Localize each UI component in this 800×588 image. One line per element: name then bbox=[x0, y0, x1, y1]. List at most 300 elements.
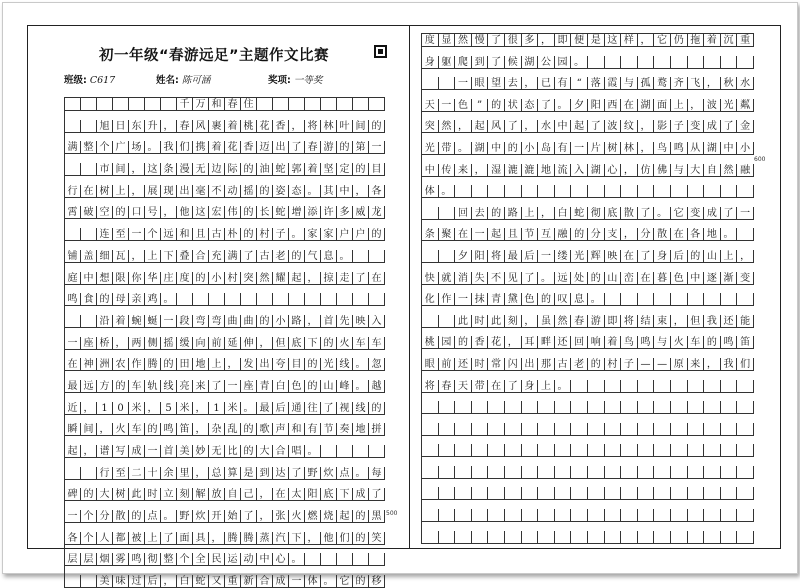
grid-cell: 将 bbox=[305, 120, 321, 133]
grid-cell bbox=[721, 509, 738, 522]
grid-cell: 层 bbox=[81, 553, 97, 566]
grid-cell: ， bbox=[353, 185, 369, 198]
grid-cell: 后 bbox=[522, 250, 539, 263]
grid-cell bbox=[721, 380, 738, 393]
grid-cell: 山 bbox=[321, 380, 337, 393]
grid-cell: 聚 bbox=[439, 228, 456, 241]
grid-cell: 。 bbox=[455, 142, 472, 155]
grid-cell: 母 bbox=[113, 293, 129, 306]
grid-cell: 湖 bbox=[472, 142, 489, 155]
grid-cell: 花 bbox=[225, 141, 241, 154]
grid-cell bbox=[538, 444, 555, 457]
grid-cell: 了 bbox=[588, 120, 605, 133]
grid-cell: 秋 bbox=[721, 77, 738, 90]
grid-cell bbox=[422, 444, 439, 457]
grid-cell bbox=[737, 380, 754, 393]
grid-cell: 。 bbox=[289, 553, 305, 566]
grid-cell bbox=[209, 293, 225, 306]
grid-cell: 度 bbox=[422, 34, 439, 47]
grid-cell bbox=[588, 466, 605, 479]
grid-cell: 条 bbox=[422, 228, 439, 241]
grid-cell: 先 bbox=[337, 315, 353, 328]
grid-cell: 两 bbox=[129, 337, 145, 350]
grid-cell: 风 bbox=[193, 120, 209, 133]
name-value: 陈可涵 bbox=[181, 75, 211, 86]
grid-cell: 场 bbox=[129, 141, 145, 154]
grid-cell: 上 bbox=[538, 380, 555, 393]
grid-cell: 轨 bbox=[145, 380, 161, 393]
grid-cell: 大 bbox=[257, 445, 273, 458]
grid-cell: 青 bbox=[257, 380, 273, 393]
grid-cell: 候 bbox=[505, 56, 522, 69]
grid-cell: 奏 bbox=[337, 423, 353, 436]
grid-cell: 腾 bbox=[241, 532, 257, 545]
grid-cell bbox=[704, 531, 721, 544]
grid-cell bbox=[538, 466, 555, 479]
grid-cell: 个 bbox=[177, 553, 193, 566]
grid-cell: 雾 bbox=[113, 553, 129, 566]
grid-cell: 。 bbox=[145, 141, 161, 154]
grid-cell: 目 bbox=[369, 163, 385, 176]
grid-cell: 多 bbox=[522, 34, 539, 47]
grid-cell: 细 bbox=[97, 250, 113, 263]
grid-cell bbox=[721, 423, 738, 436]
grid-cell bbox=[588, 401, 605, 414]
grid-cell: 中 bbox=[688, 272, 705, 285]
grid-cell: 中 bbox=[721, 142, 738, 155]
grid-cell: ， bbox=[289, 120, 305, 133]
grid-cell bbox=[422, 315, 439, 328]
grid-cell: 总 bbox=[209, 467, 225, 480]
grid-cell: 自 bbox=[225, 488, 241, 501]
grid-cell: 户 bbox=[353, 228, 369, 241]
grid-cell bbox=[538, 487, 555, 500]
grid-cell: 彻 bbox=[145, 553, 161, 566]
grid-cell: 一 bbox=[455, 293, 472, 306]
grid-cell: 亮 bbox=[177, 380, 193, 393]
grid-cell: 分 bbox=[97, 510, 113, 523]
grid-cell: 达 bbox=[273, 467, 289, 480]
grid-cell bbox=[555, 531, 572, 544]
grid-cell bbox=[671, 466, 688, 479]
grid-cell bbox=[241, 293, 257, 306]
grid-cell bbox=[305, 98, 321, 111]
document-frame bbox=[2, 2, 798, 588]
grid-cell: 样 bbox=[621, 34, 638, 47]
grid-cell bbox=[588, 531, 605, 544]
grid-cell bbox=[704, 423, 721, 436]
grid-cell: 地 bbox=[704, 228, 721, 241]
grid-cell: 来 bbox=[455, 164, 472, 177]
grid-cell bbox=[422, 207, 439, 220]
grid-cell: 夕 bbox=[571, 99, 588, 112]
grid-cell: 消 bbox=[455, 272, 472, 285]
grid-cell: ， bbox=[522, 120, 539, 133]
grid-cell bbox=[488, 466, 505, 479]
grid-cell: 的 bbox=[145, 423, 161, 436]
grid-cell: 线 bbox=[353, 402, 369, 415]
grid-cell bbox=[654, 423, 671, 436]
grid-cell: 的 bbox=[353, 575, 369, 588]
grid-cell: 湖 bbox=[704, 142, 721, 155]
grid-cell: 常 bbox=[488, 358, 505, 371]
grid-cell: 蜒 bbox=[145, 315, 161, 328]
grid-cell: 来 bbox=[688, 358, 705, 371]
grid-cell: 。 bbox=[337, 250, 353, 263]
grid-cell: 在 bbox=[621, 250, 638, 263]
grid-cell bbox=[65, 315, 81, 328]
grid-cell: 漉 bbox=[505, 164, 522, 177]
grid-cell: 的 bbox=[81, 488, 97, 501]
grid-cell bbox=[65, 98, 81, 111]
grid-cell: 我 bbox=[704, 315, 721, 328]
grid-cell: 曲 bbox=[241, 315, 257, 328]
grid-cell: 光 bbox=[571, 250, 588, 263]
grid-cell: 越 bbox=[369, 380, 385, 393]
grid-cell: 春 bbox=[439, 380, 456, 393]
grid-cell bbox=[737, 444, 754, 457]
grid-cell: 与 bbox=[654, 336, 671, 349]
grid-cell bbox=[369, 293, 385, 306]
grid-cell: 的 bbox=[193, 272, 209, 285]
grid-cell: 峦 bbox=[621, 272, 638, 285]
grid-cell bbox=[422, 423, 439, 436]
grid-cell: 它 bbox=[337, 575, 353, 588]
grid-cell: 从 bbox=[688, 142, 705, 155]
grid-cell: 漉 bbox=[522, 164, 539, 177]
grid-cell: 。 bbox=[161, 293, 177, 306]
grid-cell: 态 bbox=[522, 99, 539, 112]
grid-cell bbox=[81, 228, 97, 241]
grid-cell: 号 bbox=[145, 206, 161, 219]
grid-cell: ， bbox=[81, 402, 97, 415]
grid-cell: 时 bbox=[472, 315, 489, 328]
grid-cell bbox=[337, 98, 353, 111]
grid-cell: ， bbox=[621, 164, 638, 177]
grid-cell: 游 bbox=[588, 315, 605, 328]
grid-cell: 爬 bbox=[455, 56, 472, 69]
grid-cell: 线 bbox=[161, 380, 177, 393]
class-label: 班级: bbox=[64, 75, 87, 86]
grid-cell: 西 bbox=[605, 99, 622, 112]
grid-cell: 春 bbox=[225, 98, 241, 111]
grid-cell: 炊 bbox=[321, 467, 337, 480]
grid-cell: 慢 bbox=[472, 34, 489, 47]
grid-cell bbox=[472, 423, 489, 436]
grid-cell: 小 bbox=[273, 315, 289, 328]
grid-cell: 车 bbox=[369, 337, 385, 350]
grid-cell: 鸟 bbox=[654, 142, 671, 155]
grid-cell: 有 bbox=[555, 77, 572, 90]
grid-cell: 的 bbox=[571, 228, 588, 241]
grid-cell: 上 bbox=[113, 185, 129, 198]
grid-cell: ， bbox=[704, 358, 721, 371]
grid-cell: 。 bbox=[241, 402, 257, 415]
grid-cell: 上 bbox=[721, 250, 738, 263]
grid-cell bbox=[522, 185, 539, 198]
grid-cell: 田 bbox=[177, 358, 193, 371]
grid-cell: 火 bbox=[671, 336, 688, 349]
grid-cell: 首 bbox=[321, 315, 337, 328]
grid-cell: 湖 bbox=[638, 99, 655, 112]
grid-cell: 们 bbox=[337, 532, 353, 545]
grid-cell: 阳 bbox=[472, 250, 489, 263]
grid-cell: 路 bbox=[505, 207, 522, 220]
grid-cell: 了 bbox=[353, 272, 369, 285]
grid-cell: 重 bbox=[737, 34, 754, 47]
grid-cell: 米 bbox=[129, 402, 145, 415]
grid-cell: 心 bbox=[273, 553, 289, 566]
grid-cell: 蜿 bbox=[129, 315, 145, 328]
grid-cell: 谱 bbox=[97, 445, 113, 458]
grid-cell: 烟 bbox=[97, 553, 113, 566]
grid-cell: 地 bbox=[193, 358, 209, 371]
grid-cell bbox=[353, 250, 369, 263]
grid-cell: 的 bbox=[241, 445, 257, 458]
grid-cell bbox=[671, 293, 688, 306]
grid-cell: 在 bbox=[488, 380, 505, 393]
grid-cell: 林 bbox=[621, 142, 638, 155]
grid-cell: 充 bbox=[209, 250, 225, 263]
grid-cell: 蛇 bbox=[273, 206, 289, 219]
grid-cell bbox=[522, 531, 539, 544]
grid-cell bbox=[145, 98, 161, 111]
grid-cell bbox=[605, 380, 622, 393]
grid-cell bbox=[455, 509, 472, 522]
grid-cell: 太 bbox=[289, 488, 305, 501]
grid-cell: 他 bbox=[321, 532, 337, 545]
grid-cell: 湿 bbox=[488, 164, 505, 177]
grid-cell bbox=[522, 466, 539, 479]
grid-cell: 走 bbox=[337, 272, 353, 285]
grid-cell: 多 bbox=[337, 206, 353, 219]
grid-cell: 作 bbox=[439, 293, 456, 306]
grid-cell bbox=[81, 315, 97, 328]
grid-cell bbox=[439, 487, 456, 500]
class-value: C617 bbox=[89, 75, 116, 86]
grid-cell bbox=[737, 293, 754, 306]
grid-cell: 了 bbox=[321, 402, 337, 415]
grid-cell: 蛇 bbox=[571, 207, 588, 220]
grid-cell: 黑 bbox=[369, 510, 385, 523]
grid-cell bbox=[257, 98, 273, 111]
grid-cell: 在 bbox=[273, 488, 289, 501]
grid-cell: 的 bbox=[161, 358, 177, 371]
grid-cell: 状 bbox=[505, 99, 522, 112]
grid-cell: 起 bbox=[571, 120, 588, 133]
grid-cell: ， bbox=[161, 206, 177, 219]
grid-cell: 动 bbox=[225, 185, 241, 198]
grid-cell bbox=[65, 575, 81, 588]
grid-cell bbox=[621, 466, 638, 479]
grid-cell: 了 bbox=[161, 532, 177, 545]
grid-cell bbox=[65, 163, 81, 176]
grid-cell: 融 bbox=[737, 164, 754, 177]
grid-cell bbox=[605, 509, 622, 522]
grid-cell bbox=[337, 445, 353, 458]
grid-cell bbox=[353, 293, 369, 306]
grid-cell: 笛 bbox=[737, 336, 754, 349]
grid-cell: 这 bbox=[605, 34, 622, 47]
grid-cell: 不 bbox=[488, 272, 505, 285]
grid-cell bbox=[488, 444, 505, 457]
grid-cell: 在 bbox=[638, 272, 655, 285]
grid-cell: 然 bbox=[555, 315, 572, 328]
grid-cell: 全 bbox=[193, 553, 209, 566]
grid-cell: 散 bbox=[113, 510, 129, 523]
grid-cell: 个 bbox=[145, 228, 161, 241]
grid-cell bbox=[488, 509, 505, 522]
grid-cell: 升 bbox=[145, 120, 161, 133]
grid-cell bbox=[621, 509, 638, 522]
grid-cell: — bbox=[638, 358, 655, 371]
grid-cell: 散 bbox=[621, 207, 638, 220]
grid-cell: 刻 bbox=[505, 315, 522, 328]
grid-cell: 满 bbox=[65, 141, 81, 154]
grid-cell: 车 bbox=[129, 423, 145, 436]
grid-cell: 霞 bbox=[605, 77, 622, 90]
grid-cell bbox=[422, 401, 439, 414]
grid-cell bbox=[654, 444, 671, 457]
grid-cell: 桃 bbox=[241, 120, 257, 133]
grid-cell: 口 bbox=[129, 206, 145, 219]
grid-cell bbox=[688, 423, 705, 436]
grid-cell bbox=[671, 423, 688, 436]
grid-cell: 日 bbox=[113, 120, 129, 133]
grid-cell: 与 bbox=[671, 164, 688, 177]
grid-cell: 光 bbox=[321, 358, 337, 371]
grid-cell bbox=[257, 293, 273, 306]
grid-cell: 一 bbox=[369, 141, 385, 154]
grid-cell: 个 bbox=[97, 141, 113, 154]
grid-cell bbox=[422, 250, 439, 263]
name-info bbox=[156, 72, 210, 86]
grid-cell: 黛 bbox=[505, 293, 522, 306]
grid-cell bbox=[654, 401, 671, 414]
grid-cell: ， bbox=[522, 77, 539, 90]
grid-cell: 传 bbox=[439, 164, 456, 177]
grid-cell: 声 bbox=[273, 423, 289, 436]
grid-cell: 即 bbox=[605, 315, 622, 328]
grid-cell: 节 bbox=[321, 423, 337, 436]
grid-cell bbox=[305, 553, 321, 566]
grid-cell: 蒸 bbox=[257, 532, 273, 545]
grid-cell: 见 bbox=[505, 272, 522, 285]
grid-cell: 畔 bbox=[538, 336, 555, 349]
grid-cell: 下 bbox=[337, 488, 353, 501]
grid-cell: 身 bbox=[422, 56, 439, 69]
grid-cell: 万 bbox=[193, 98, 209, 111]
grid-cell: 姿 bbox=[273, 185, 289, 198]
grid-cell: 。 bbox=[571, 56, 588, 69]
grid-cell bbox=[671, 401, 688, 414]
grid-cell bbox=[671, 185, 688, 198]
grid-cell bbox=[439, 531, 456, 544]
grid-cell bbox=[455, 531, 472, 544]
grid-cell bbox=[522, 423, 539, 436]
grid-cell bbox=[439, 423, 456, 436]
grid-cell: 林 bbox=[321, 120, 337, 133]
grid-cell bbox=[472, 444, 489, 457]
grid-cell: 远 bbox=[81, 380, 97, 393]
grid-cell: ， bbox=[161, 120, 177, 133]
grid-cell: 伸 bbox=[241, 337, 257, 350]
grid-cell: 化 bbox=[422, 293, 439, 306]
grid-cell: 天 bbox=[422, 99, 439, 112]
grid-cell bbox=[289, 98, 305, 111]
grid-cell: 身 bbox=[522, 380, 539, 393]
grid-cell: 掠 bbox=[321, 272, 337, 285]
grid-cell: 龙 bbox=[369, 206, 385, 219]
grid-cell: 的 bbox=[369, 120, 385, 133]
grid-cell: 眼 bbox=[422, 358, 439, 371]
grid-cell: 回 bbox=[571, 336, 588, 349]
grid-cell: 铺 bbox=[65, 250, 81, 263]
grid-cell: 去 bbox=[472, 207, 489, 220]
grid-cell bbox=[488, 401, 505, 414]
grid-cell bbox=[721, 444, 738, 457]
grid-cell: 摇 bbox=[161, 337, 177, 350]
grid-cell: 的 bbox=[257, 185, 273, 198]
grid-cell: 他 bbox=[177, 206, 193, 219]
grid-cell: 快 bbox=[422, 272, 439, 285]
grid-cell: 不 bbox=[209, 185, 225, 198]
name-label: 姓名: bbox=[156, 75, 179, 86]
grid-cell: 小 bbox=[737, 142, 754, 155]
grid-cell: 小 bbox=[522, 142, 539, 155]
grid-cell: 缓 bbox=[177, 337, 193, 350]
grid-cell: 。 bbox=[161, 510, 177, 523]
grid-cell: ， bbox=[305, 532, 321, 545]
grid-cell: 出 bbox=[522, 358, 539, 371]
grid-cell bbox=[81, 98, 97, 111]
grid-cell: 每 bbox=[369, 467, 385, 480]
grid-cell: 时 bbox=[145, 488, 161, 501]
grid-cell: 展 bbox=[145, 185, 161, 198]
class-info bbox=[64, 72, 115, 86]
grid-cell: 树 bbox=[97, 185, 113, 198]
grid-cell: 中 bbox=[488, 142, 505, 155]
grid-cell: ， bbox=[193, 402, 209, 415]
grid-cell: 的 bbox=[369, 402, 385, 415]
grid-cell: 去 bbox=[505, 77, 522, 90]
grid-cell: 彻 bbox=[588, 207, 605, 220]
grid-cell: 行 bbox=[97, 467, 113, 480]
grid-cell: 了 bbox=[721, 207, 738, 220]
grid-cell bbox=[654, 293, 671, 306]
grid-cell bbox=[505, 531, 522, 544]
grid-cell: 躯 bbox=[439, 56, 456, 69]
grid-cell bbox=[422, 531, 439, 544]
grid-cell: 瓦 bbox=[113, 250, 129, 263]
grid-cell bbox=[737, 466, 754, 479]
grid-cell: 纹 bbox=[621, 120, 638, 133]
grid-cell bbox=[369, 445, 385, 458]
grid-cell bbox=[688, 444, 705, 457]
grid-cell: ， bbox=[638, 34, 655, 47]
grid-cell: 一 bbox=[439, 99, 456, 112]
grid-cell bbox=[439, 509, 456, 522]
grid-cell: 入 bbox=[571, 164, 588, 177]
grid-cell: 到 bbox=[472, 56, 489, 69]
grid-cell: 连 bbox=[97, 228, 113, 241]
grid-cell: ， bbox=[455, 120, 472, 133]
grid-cell: 裹 bbox=[209, 120, 225, 133]
grid-cell: 方 bbox=[97, 380, 113, 393]
grid-cell: 叹 bbox=[555, 293, 572, 306]
grid-cell: 出 bbox=[257, 358, 273, 371]
grid-cell: 我 bbox=[721, 358, 738, 371]
